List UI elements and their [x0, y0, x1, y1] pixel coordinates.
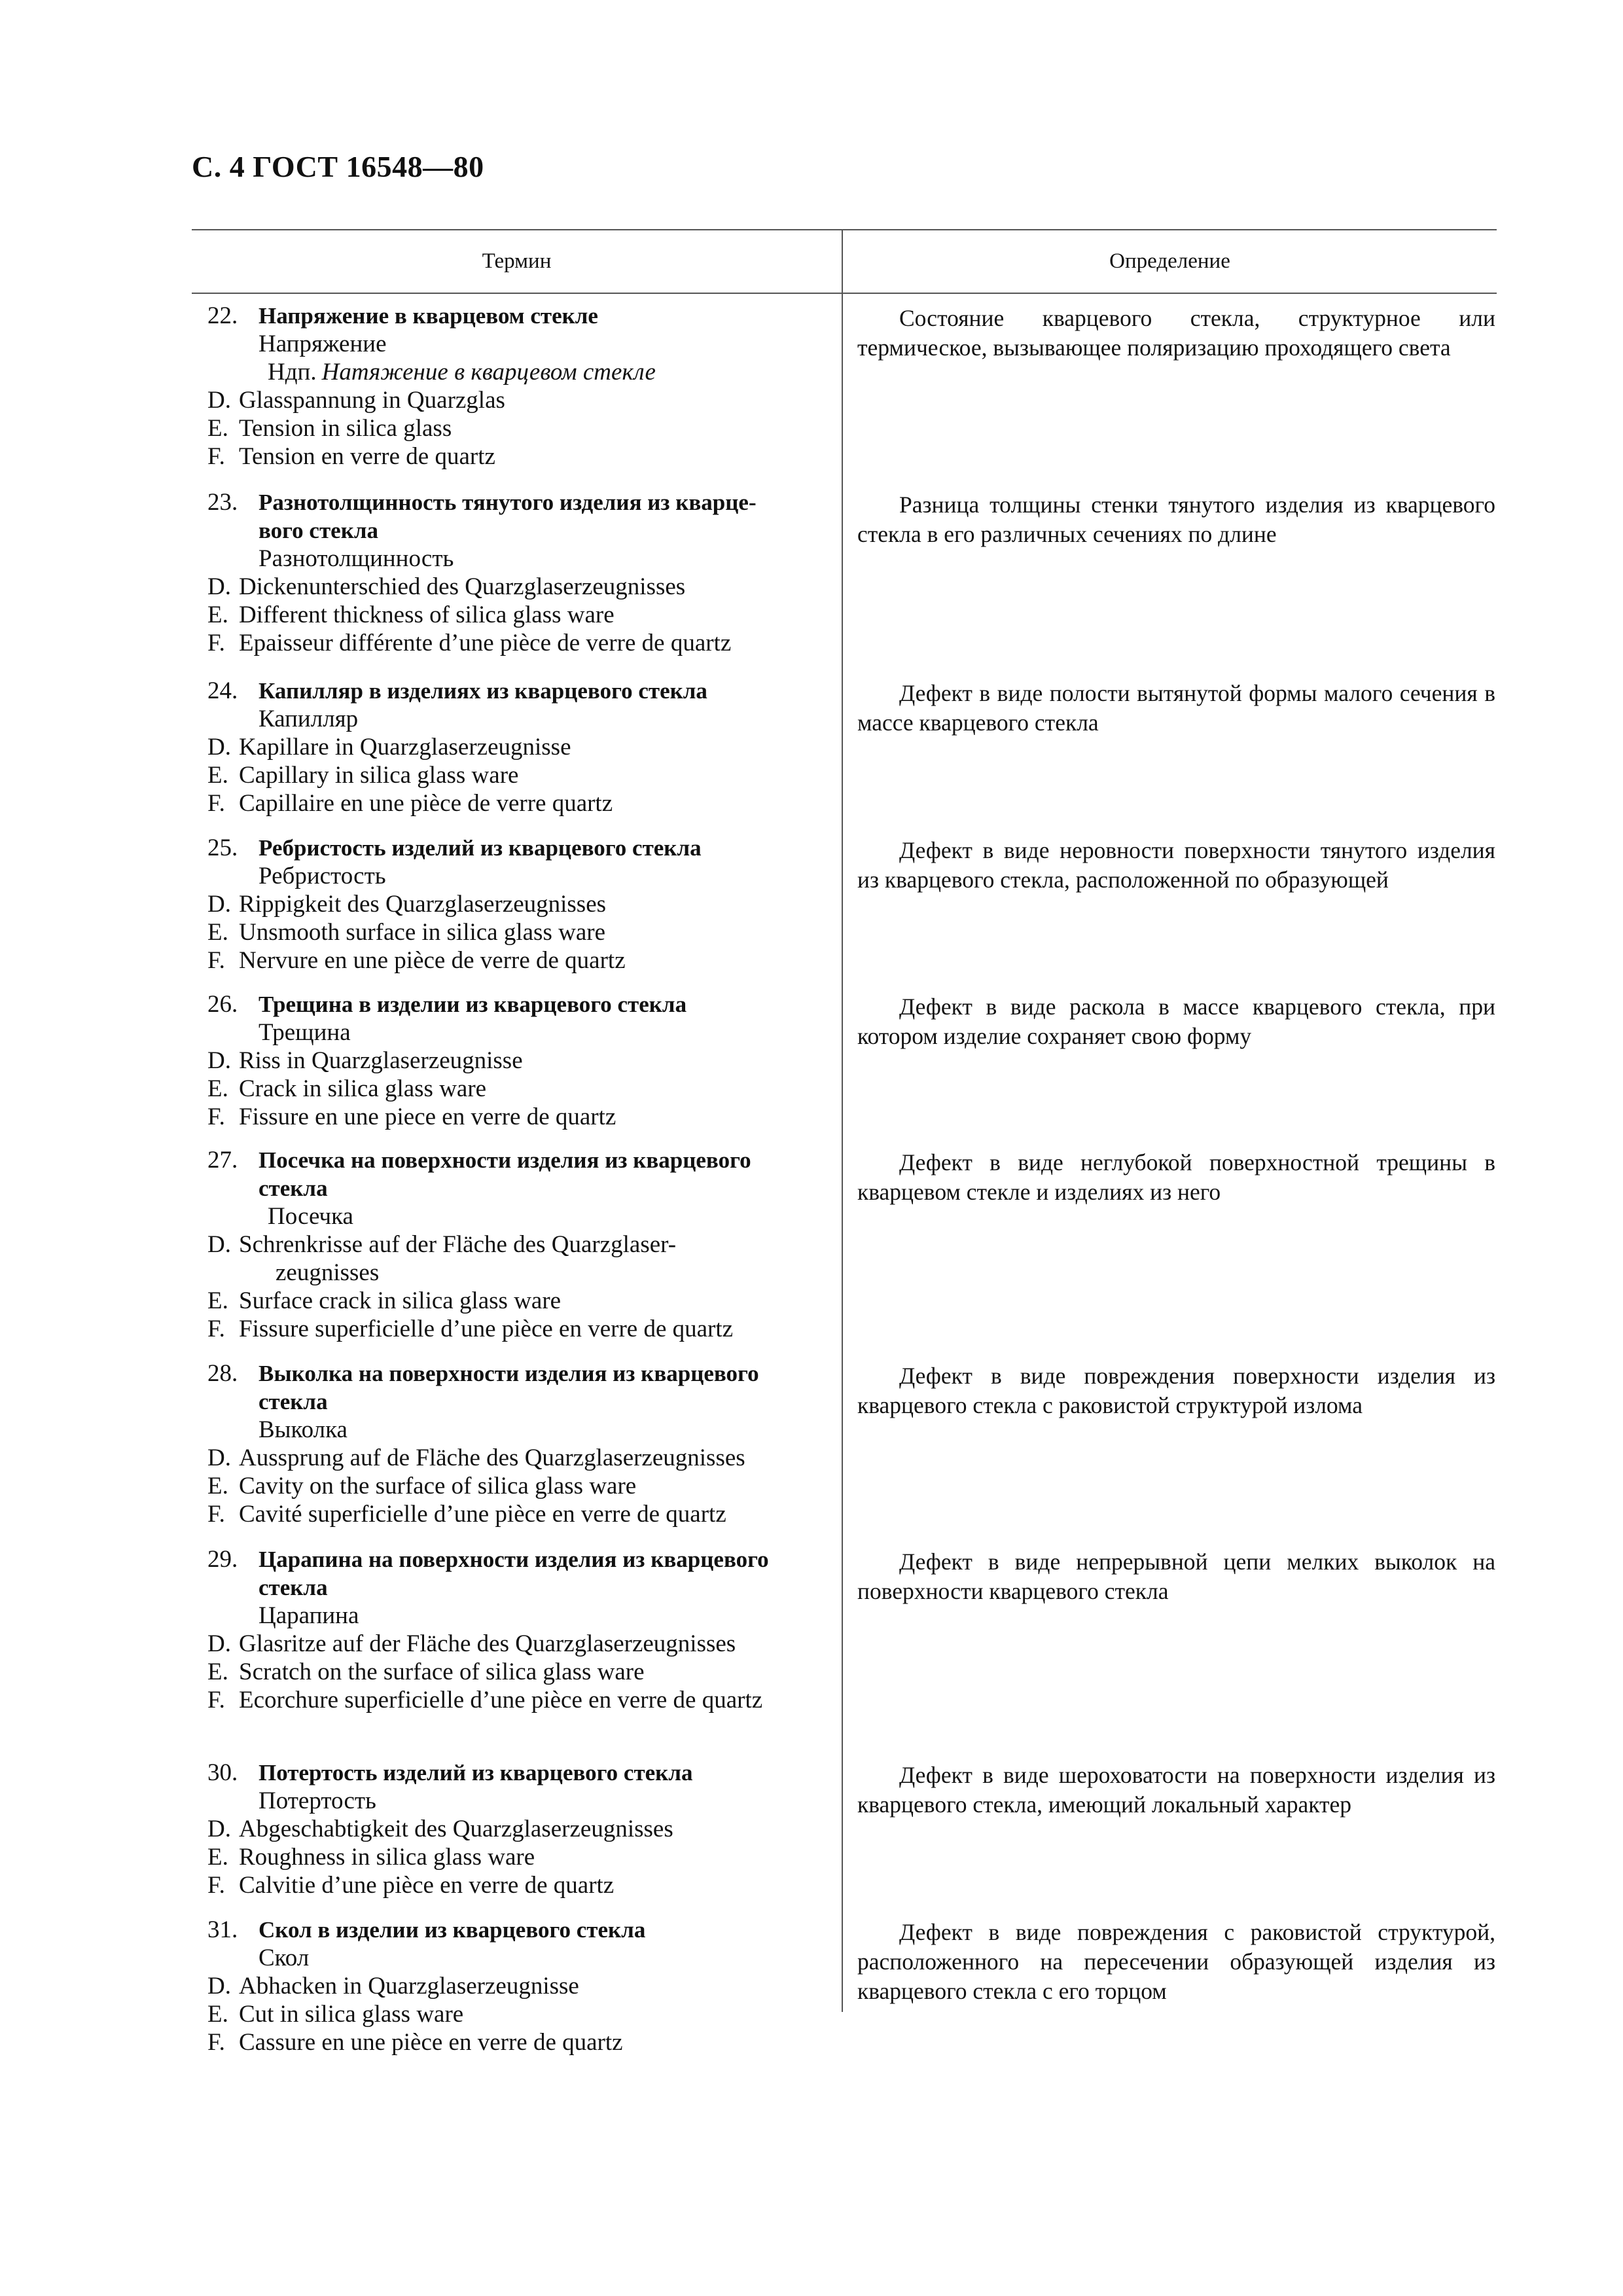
- ndp-term: Натяжение в кварцевом стекле: [321, 359, 656, 386]
- french-equivalent-text: Cavité superficielle d’une pièce en verre de quartz: [239, 1501, 726, 1528]
- term-title-line: [207, 990, 829, 1018]
- term-entry: [192, 1916, 1497, 2056]
- english-equivalent: [207, 2000, 829, 2028]
- language-code: D.: [207, 891, 231, 918]
- definition-cell: Дефект в виде повреждения поверхности изделия из кварцевого стекла с раковистой структурой излома: [857, 1363, 1495, 1418]
- german-equivalent-text: Abhacken in Quarzglaserzeugnisse: [239, 1973, 579, 2000]
- german-equivalent-continuation: zeugnisses: [276, 1259, 380, 1286]
- definition-cell: Дефект в виде шероховатости на поверхности изделия из кварцевого стекла, имеющий локальный характер: [857, 1762, 1495, 1818]
- german-equivalent-text: Glasritze auf der Fläche des Quarzglaserzeugnisses: [239, 1630, 736, 1657]
- term-title: Посечка на поверхности изделия из кварцевого: [259, 1147, 751, 1173]
- english-equivalent-text: Cavity on the surface of silica glass ware: [239, 1473, 637, 1499]
- term-title: Напряжение в кварцевом стекле: [259, 303, 598, 329]
- french-equivalent: [207, 789, 829, 817]
- entry-number: 28.: [207, 1360, 238, 1387]
- language-code: F.: [207, 1501, 225, 1528]
- language-code: D.: [207, 1973, 231, 2000]
- term-title: Скол в изделии из кварцевого стекла: [259, 1917, 646, 1943]
- french-equivalent: [207, 1315, 829, 1343]
- english-equivalent-text: Roughness in silica glass ware: [239, 1844, 535, 1871]
- term-entry: [192, 488, 1497, 657]
- german-equivalent: [207, 1630, 829, 1658]
- term-title-line: [207, 488, 829, 516]
- term-title-continuation: вого стекла: [259, 518, 378, 543]
- english-equivalent-text: Crack in silica glass ware: [239, 1075, 487, 1102]
- terms-table: [192, 229, 1497, 2056]
- definition-cell: Дефект в виде раскола в массе кварцевого стекла, при котором изделие сохраняет свою форму: [857, 994, 1495, 1049]
- term-cell: [192, 834, 843, 975]
- german-equivalent: [207, 1972, 829, 2000]
- term-title-line: [207, 1359, 829, 1388]
- german-equivalent-text: Riss in Quarzglaserzeugnisse: [239, 1047, 523, 1074]
- term-entry: [192, 1359, 1497, 1528]
- english-equivalent-text: Surface crack in silica glass ware: [239, 1287, 562, 1314]
- language-code: D.: [207, 1231, 231, 1258]
- english-equivalent: [207, 761, 829, 789]
- english-equivalent-text: Tension in silica glass: [239, 415, 452, 442]
- language-code: F.: [207, 1316, 225, 1342]
- term-title: Трещина в изделии из кварцевого стекла: [259, 992, 687, 1017]
- term-short-form: Царапина: [259, 1602, 359, 1629]
- language-code: E.: [207, 1844, 228, 1871]
- german-equivalent-text: Kapillare in Quarzglaserzeugnisse: [239, 734, 571, 761]
- term-title-line: [207, 677, 829, 705]
- entry-number: 26.: [207, 991, 238, 1018]
- language-code: D.: [207, 1444, 231, 1471]
- french-equivalent: [207, 1686, 829, 1714]
- term-cell: [192, 1916, 843, 2056]
- definition-cell: Дефект в виде непрерывной цепи мелких выколок на поверхности кварцевого стекла: [857, 1549, 1495, 1604]
- definition-cell: Дефект в виде неглубокой поверхностной трещины в кварцевом стекле и изделиях из него: [857, 1149, 1495, 1205]
- term-title: Ребристость изделий из кварцевого стекла: [259, 835, 702, 861]
- entry-number: 29.: [207, 1546, 238, 1573]
- term-entry: [192, 302, 1497, 471]
- english-equivalent: [207, 601, 829, 629]
- german-equivalent: [207, 1815, 829, 1843]
- german-equivalent: [207, 733, 829, 761]
- definition-cell: Дефект в виде неровности поверхности тянутого изделия из кварцевого стекла, расположенной по образующей: [857, 837, 1495, 893]
- definition-cell: Разница толщины стенки тянутого изделия из кварцевого стекла в его различных сечениях по длине: [857, 492, 1495, 547]
- table-body: [192, 294, 1497, 2056]
- language-code: F.: [207, 1872, 225, 1899]
- language-code: D.: [207, 734, 231, 761]
- term-short-form: Выколка: [259, 1416, 348, 1443]
- term-title-line: [207, 1916, 829, 1944]
- german-equivalent-text: Abgeschabtigkeit des Quarzglaserzeugnisses: [239, 1816, 673, 1842]
- term-title: Царапина на поверхности изделия из кварцевого: [259, 1547, 769, 1572]
- german-equivalent-text: Glasspannung in Quarzglas: [239, 387, 505, 414]
- french-equivalent-text: Cassure en une pièce en verre de quartz: [239, 2029, 623, 2056]
- english-equivalent: [207, 1472, 829, 1500]
- english-equivalent-text: Capillary in silica glass ware: [239, 762, 519, 789]
- term-entry: [192, 1545, 1497, 1714]
- french-equivalent-text: Capillaire en une pièce de verre quartz: [239, 790, 613, 817]
- language-code: E.: [207, 919, 228, 946]
- german-equivalent: [207, 386, 829, 414]
- language-code: E.: [207, 762, 228, 789]
- entry-number: 31.: [207, 1916, 238, 1943]
- german-equivalent: [207, 573, 829, 601]
- entry-number: 22.: [207, 302, 238, 329]
- english-equivalent-text: Scratch on the surface of silica glass ware: [239, 1659, 645, 1685]
- language-code: F.: [207, 630, 225, 656]
- definition-cell: Дефект в виде повреждения с раковистой структурой, расположенного на пересечении образующей изделия из кварцевого стекла с его торцом: [857, 1919, 1495, 2004]
- german-equivalent: [207, 1230, 829, 1259]
- term-entry: [192, 990, 1497, 1131]
- term-title: Потертость изделий из кварцевого стекла: [259, 1760, 693, 1785]
- term-entry: [192, 834, 1497, 975]
- english-equivalent: [207, 1075, 829, 1103]
- english-equivalent: [207, 1658, 829, 1686]
- language-code: F.: [207, 1103, 225, 1130]
- term-title-continuation: стекла: [259, 1575, 328, 1600]
- french-equivalent-text: Calvitie d’une pièce en verre de quartz: [239, 1872, 615, 1899]
- term-short-form: Ребристость: [259, 863, 386, 889]
- definition-cell: Дефект в виде полости вытянутой формы малого сечения в массе кварцевого стекла: [857, 680, 1495, 736]
- definition-cell: Состояние кварцевого стекла, структурное или термическое, вызывающее поляризацию проходящего света: [857, 305, 1495, 361]
- page-header: С. 4 ГОСТ 16548—80: [192, 150, 484, 183]
- term-cell: [192, 677, 843, 817]
- french-equivalent: [207, 1103, 829, 1131]
- language-code: D.: [207, 1047, 231, 1074]
- german-equivalent: [207, 890, 829, 918]
- french-equivalent: [207, 1871, 829, 1899]
- term-cell: [192, 488, 843, 657]
- term-cell: [192, 302, 843, 471]
- term-title-line: [207, 1759, 829, 1787]
- french-equivalent-text: Fissure en une piece en verre de quartz: [239, 1103, 616, 1130]
- french-equivalent: [207, 1500, 829, 1528]
- french-equivalent-text: Fissure superficielle d’une pièce en verre de quartz: [239, 1316, 734, 1342]
- french-equivalent-text: Ecorchure superficielle d’une pièce en verre de quartz: [239, 1687, 763, 1713]
- french-equivalent-text: Nervure en une pièce de verre de quartz: [239, 947, 626, 974]
- english-equivalent: [207, 918, 829, 946]
- english-equivalent: [207, 414, 829, 442]
- term-title-line: [207, 1146, 829, 1174]
- term-title: Капилляр в изделиях из кварцевого стекла: [259, 678, 707, 704]
- english-equivalent-text: Unsmooth surface in silica glass ware: [239, 919, 605, 946]
- term-short-form: Посечка: [268, 1203, 353, 1230]
- english-equivalent: [207, 1843, 829, 1871]
- language-code: E.: [207, 1287, 228, 1314]
- term-short-form: Напряжение: [259, 331, 387, 357]
- term-cell: [192, 990, 843, 1131]
- french-equivalent: [207, 442, 829, 471]
- language-code: E.: [207, 2001, 228, 2028]
- entry-number: 24.: [207, 677, 238, 704]
- term-entry: [192, 1146, 1497, 1343]
- term-short-form: Разнотолщинность: [259, 545, 454, 572]
- language-code: F.: [207, 790, 225, 817]
- term-title: Разнотолщинность тянутого изделия из кварце-: [259, 490, 757, 515]
- french-equivalent: [207, 2028, 829, 2056]
- french-equivalent-text: Tension en verre de quartz: [239, 443, 495, 470]
- term-title: Выколка на поверхности изделия из кварцевого: [259, 1361, 759, 1386]
- language-code: E.: [207, 1473, 228, 1499]
- term-title-line: [207, 834, 829, 862]
- term-entry: [192, 677, 1497, 817]
- term-short-form: Капилляр: [259, 706, 359, 732]
- french-equivalent: [207, 629, 829, 657]
- language-code: D.: [207, 573, 231, 600]
- french-equivalent-text: Epaisseur différente d’une pièce de verre de quartz: [239, 630, 732, 656]
- language-code: F.: [207, 947, 225, 974]
- ndp-label: Ндп.: [268, 359, 317, 386]
- english-equivalent-text: Cut in silica glass ware: [239, 2001, 464, 2028]
- german-equivalent-text: Schrenkrisse auf der Fläche des Quarzglaser-: [239, 1231, 677, 1258]
- german-equivalent-text: Rippigkeit des Quarzglaserzeugnisses: [239, 891, 607, 918]
- language-code: E.: [207, 601, 228, 628]
- term-cell: [192, 1759, 843, 1899]
- entry-number: 25.: [207, 834, 238, 861]
- english-equivalent: [207, 1287, 829, 1315]
- column-header-definition: Определение: [1109, 249, 1230, 273]
- french-equivalent: [207, 946, 829, 975]
- german-equivalent: [207, 1444, 829, 1472]
- english-equivalent-text: Different thickness of silica glass ware: [239, 601, 615, 628]
- term-title-line: [207, 1545, 829, 1573]
- term-cell: [192, 1146, 843, 1343]
- language-code: D.: [207, 1816, 231, 1842]
- language-code: F.: [207, 443, 225, 470]
- language-code: E.: [207, 1075, 228, 1102]
- term-short-form: Трещина: [259, 1019, 351, 1046]
- table-header-row: [192, 230, 1497, 294]
- german-equivalent-text: Dickenunterschied des Quarzglaserzeugnisses: [239, 573, 686, 600]
- language-code: D.: [207, 1630, 231, 1657]
- entry-number: 23.: [207, 489, 238, 516]
- term-cell: [192, 1359, 843, 1528]
- german-equivalent: [207, 1047, 829, 1075]
- term-short-form: Потертость: [259, 1787, 376, 1814]
- language-code: E.: [207, 415, 228, 442]
- language-code: E.: [207, 1659, 228, 1685]
- column-header-term: Термин: [192, 230, 843, 293]
- term-not-permitted: [207, 358, 829, 386]
- language-code: D.: [207, 387, 231, 414]
- german-equivalent-text: Aussprung auf de Fläche des Quarzglaserzeugnisses: [239, 1444, 745, 1471]
- term-title-continuation: стекла: [259, 1389, 328, 1414]
- entry-number: 30.: [207, 1759, 238, 1786]
- language-code: F.: [207, 1687, 225, 1713]
- term-title-continuation: стекла: [259, 1175, 328, 1201]
- entry-number: 27.: [207, 1147, 238, 1174]
- language-code: F.: [207, 2029, 225, 2056]
- term-entry: [192, 1759, 1497, 1899]
- term-cell: [192, 1545, 843, 1714]
- term-short-form: Скол: [259, 1945, 310, 1971]
- term-title-line: [207, 302, 829, 330]
